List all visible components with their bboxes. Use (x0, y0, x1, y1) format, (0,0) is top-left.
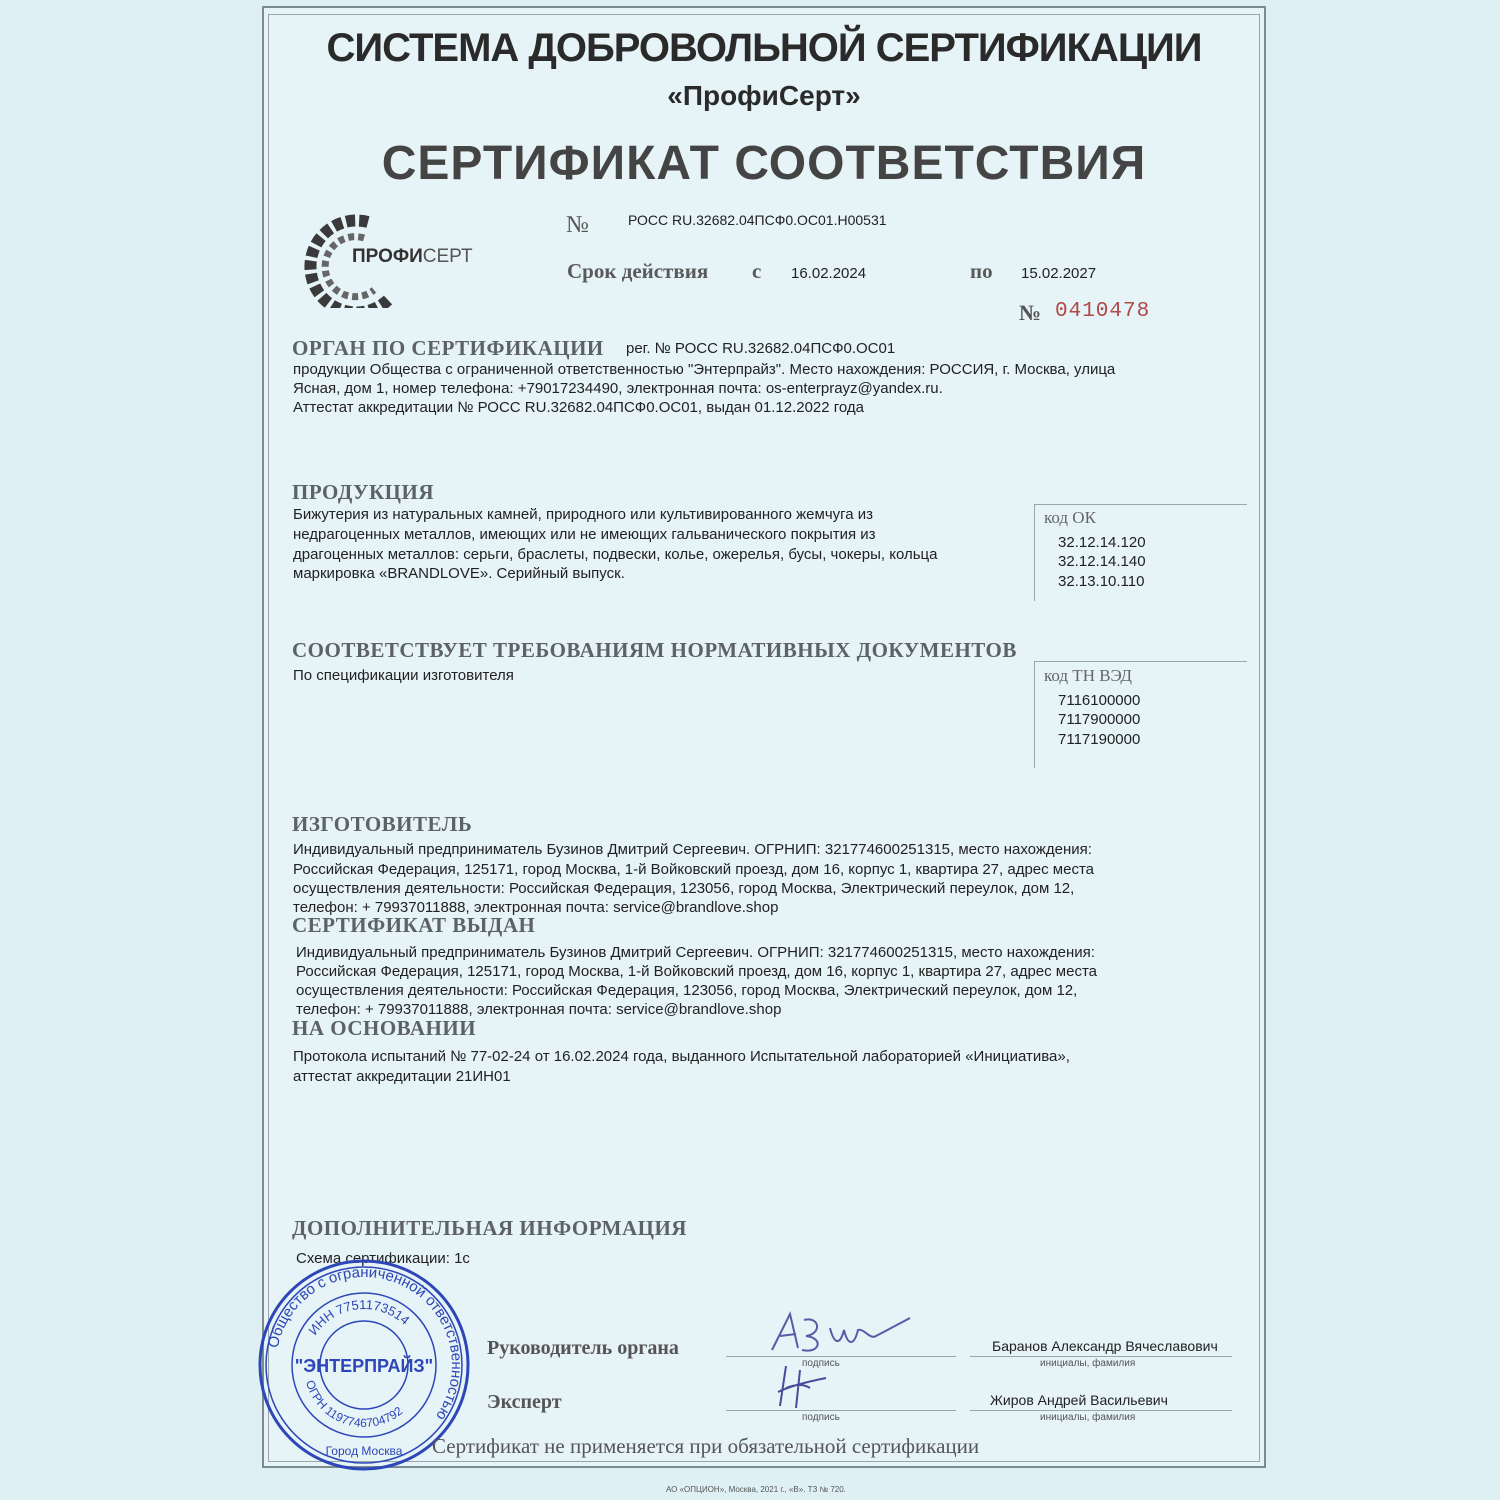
issued-to-line-2: Российская Федерация, 125171, город Москва, 1-й Войковский проезд, дом 16, корпус 1, квартира 27, адрес места (296, 963, 1098, 980)
printer-info: АО «ОПЦИОН», Москва, 2021 г., «В». ТЗ № 720. (666, 1485, 846, 1494)
manufacturer-heading: ИЗГОТОВИТЕЛЬ (292, 812, 473, 836)
certification-body-line-2: Ясная, дом 1, номер телефона: +79017234490, электронная почта: os-enterprayz@yandex.ru. (293, 380, 943, 397)
number-label: № (566, 212, 589, 238)
product-heading: ПРОДУКЦИЯ (292, 480, 435, 504)
tnved-code-3: 7117190000 (1058, 731, 1141, 748)
footer-note: Сертификат не применяется при обязательной сертификации (432, 1434, 980, 1458)
stamp-inn: ИНН 7751173514 (305, 1296, 413, 1338)
product-line-1: Бижутерия из натуральных камней, природного или культивированного жемчуга из (293, 506, 874, 523)
expert-name: Жиров Андрей Васильевич (990, 1392, 1168, 1408)
head-of-body-name: Баранов Александр Вячеславович (992, 1338, 1218, 1354)
validity-from-label: с (752, 259, 762, 283)
certificate-number: РОСС RU.32682.04ПСФ0.ОС01.Н00531 (628, 212, 887, 228)
validity-label: Срок действия (567, 259, 709, 283)
profisert-logo (298, 208, 498, 308)
expert-signature-mark (770, 1362, 840, 1412)
validity-to-date: 15.02.2027 (1021, 265, 1097, 282)
certification-scheme: Схема сертификации: 1с (296, 1250, 470, 1267)
tnved-code-1: 7116100000 (1058, 692, 1141, 709)
validity-from-date: 16.02.2024 (791, 265, 867, 282)
expert-signature-line (726, 1410, 956, 1411)
head-name-line (970, 1356, 1232, 1357)
issued-to-heading: СЕРТИФИКАТ ВЫДАН (292, 913, 536, 937)
ok-code-3: 32.13.10.110 (1058, 573, 1145, 590)
ok-code-1: 32.12.14.120 (1058, 534, 1146, 551)
serial-label: № (1019, 300, 1042, 325)
logo-text-light: СЕРТ (422, 246, 473, 267)
tnved-code-2: 7117900000 (1058, 711, 1141, 728)
basis-line-1: Протокола испытаний № 77-02-24 от 16.02.2024 года, выданного Испытательной лабораторией «Инициатива», (293, 1048, 1070, 1065)
manufacturer-line-1: Индивидуальный предприниматель Бузинов Дмитрий Сергеевич. ОГРНИП: 321774600251315, место нахождения: (293, 841, 1092, 858)
document-title: СЕРТИФИКАТ СООТВЕТСТВИЯ (381, 137, 1147, 190)
expert-signature-caption: подпись (802, 1412, 840, 1423)
expert-label: Эксперт (487, 1391, 562, 1413)
basis-line-2: аттестат аккредитации 21ИН01 (293, 1068, 511, 1085)
validity-to-label: по (970, 259, 993, 283)
head-name-caption: инициалы, фамилия (1040, 1358, 1136, 1369)
head-signature-mark (760, 1300, 920, 1366)
manufacturer-line-2: Российская Федерация, 125171, город Москва, 1-й Войковский проезд, дом 16, корпус 1, квартира 27, адрес места (293, 861, 1095, 878)
product-line-3: драгоценных металлов: серьги, браслеты, подвески, колье, ожерелья, бусы, чокеры, кольца (293, 546, 938, 563)
product-line-2: недрагоценных металлов, имеющих или не имеющих гальванического покрытия из (293, 526, 876, 543)
stamp-company-name: "ЭНТЕРПРАЙЗ" (294, 1356, 434, 1376)
expert-name-line (970, 1410, 1232, 1411)
issued-to-line-3: осуществления деятельности: Российская Федерация, 123056, город Москва, Электрический переулок, дом 12, (296, 982, 1078, 999)
ok-code-label: код ОК (1044, 508, 1096, 527)
manufacturer-line-4: телефон: + 79937011888, электронная почта: service@brandlove.shop (293, 899, 779, 916)
serial-number: 0410478 (1055, 300, 1151, 323)
head-signature-caption: подпись (802, 1358, 840, 1369)
certification-body-reg: рег. № РОСС RU.32682.04ПСФ0.ОС01 (626, 340, 896, 357)
head-of-body-label: Руководитель органа (487, 1337, 679, 1359)
certification-body-heading: ОРГАН ПО СЕРТИФИКАЦИИ (292, 336, 604, 360)
stamp-outer-text: Общество с ограниченной ответственностью (264, 1263, 466, 1424)
system-title: СИСТЕМА ДОБРОВОЛЬНОЙ СЕРТИФИКАЦИИ (326, 26, 1202, 70)
issued-to-line-4: телефон: + 79937011888, электронная почта: service@brandlove.shop (296, 1001, 782, 1018)
logo-text-bold: ПРОФИ (352, 246, 423, 267)
product-line-4: маркировка «BRANDLOVE». Серийный выпуск. (293, 565, 625, 582)
issued-to-line-1: Индивидуальный предприниматель Бузинов Дмитрий Сергеевич. ОГРНИП: 321774600251315, место нахождения: (296, 944, 1095, 961)
basis-heading: НА ОСНОВАНИИ (292, 1016, 477, 1040)
stamp-city: Город Москва (325, 1444, 403, 1458)
certification-body-line-1: продукции Общества с ограниченной ответственностью "Энтерпрайз". Место нахождения: РОССИЯ, г. Москва, улица (293, 361, 1116, 378)
expert-name-caption: инициалы, фамилия (1040, 1412, 1136, 1423)
compliance-heading: СООТВЕТСТВУЕТ ТРЕБОВАНИЯМ НОРМАТИВНЫХ ДОКУМЕНТОВ (292, 638, 1017, 662)
tnved-code-label: код ТН ВЭД (1044, 666, 1132, 685)
compliance-text: По спецификации изготовителя (293, 667, 514, 684)
ok-code-2: 32.12.14.140 (1058, 553, 1146, 570)
stamp-ogrn: ОГРН 1197746704792 (302, 1378, 406, 1431)
manufacturer-line-3: осуществления деятельности: Российская Федерация, 123056, город Москва, Электрический переулок, дом 12, (293, 880, 1075, 897)
certification-body-line-3: Аттестат аккредитации № РОСС RU.32682.04ПСФ0.ОС01, выдан 01.12.2022 года (293, 399, 865, 416)
additional-info-heading: ДОПОЛНИТЕЛЬНАЯ ИНФОРМАЦИЯ (292, 1216, 687, 1240)
system-name: «ПрофиСерт» (667, 80, 861, 111)
